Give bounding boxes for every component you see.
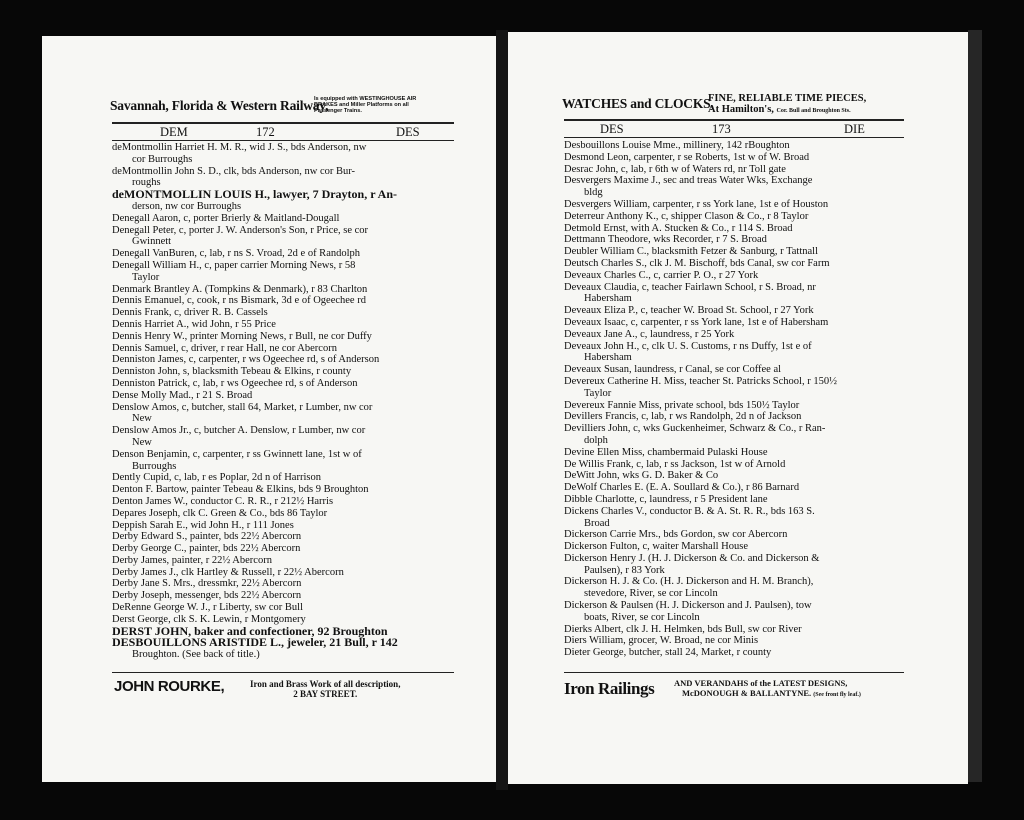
directory-entry: De Willis Frank, c, lab, r ss Jackson, 1st w of Arnold xyxy=(564,458,786,470)
left-header-rule-bottom xyxy=(112,140,454,141)
directory-entry: deMONTMOLLIN LOUIS H., lawyer, 7 Drayton, r An- xyxy=(112,187,398,202)
directory-entry: Broad xyxy=(584,517,610,529)
directory-entry: Devereux Fannie Miss, private school, bds 150½ Taylor xyxy=(564,399,800,411)
left-top-ad-fine-2: BRAKES and Miller Platforms on all xyxy=(314,102,409,109)
directory-entry: Taylor xyxy=(132,271,160,283)
directory-entry: Dently Cupid, c, lab, r es Poplar, 2d n of Harrison xyxy=(112,472,321,484)
directory-entry: Broughton. (See back of title.) xyxy=(132,649,260,661)
directory-entry: Deveaux Eliza P., c, teacher W. Broad St. School, r 27 York xyxy=(564,305,814,317)
directory-entry: Deveaux Charles C., c, carrier P. O., r 27 York xyxy=(564,269,759,281)
directory-entry: Depares Joseph, clk C. Green & Co., bds 86 Taylor xyxy=(112,507,328,519)
directory-entry: Derby George C., painter, bds 22½ Abercorn xyxy=(112,543,301,555)
directory-entry: Gwinnett xyxy=(132,236,172,248)
directory-entry: boats, River, se cor Lincoln xyxy=(584,611,700,623)
left-page xyxy=(42,36,496,782)
directory-entry: Detmold Ernst, with A. Stucken & Co., r 114 S. Broad xyxy=(564,222,793,234)
left-entries xyxy=(112,142,398,661)
directory-entry: Paulsen), r 83 York xyxy=(584,564,665,576)
right-bottom-ad-line1: AND VERANDAHS of the LATEST DESIGNS, xyxy=(674,678,848,688)
left-header-rule-top xyxy=(112,122,454,124)
directory-entry: Dettmann Theodore, wks Recorder, r 7 S. Broad xyxy=(564,234,767,246)
directory-entry: Denton James W., conductor C. R. R., r 212½ Harris xyxy=(112,495,334,507)
left-top-ad-fine-print xyxy=(314,96,416,115)
directory-entry: Denegall Aaron, c, porter Brierly & Maitland-Dougall xyxy=(112,212,340,224)
directory-entry: Burroughs xyxy=(132,460,177,472)
left-bottom-ad-detail xyxy=(250,679,400,699)
directory-entry: Dennis Samuel, c, driver, r rear Hall, ne cor Abercorn xyxy=(112,342,337,354)
directory-entry: Dierks Albert, clk J. H. Helmken, bds Bull, sw cor River xyxy=(564,623,802,635)
directory-entry: Deveaux John H., c, clk U. S. Customs, r ns Duffy, 1st e of xyxy=(564,340,812,352)
directory-entry: Dickens Charles V., conductor B. & A. St. R. R., bds 163 S. xyxy=(564,505,815,517)
right-top-ad-line1: FINE, RELIABLE TIME PIECES, xyxy=(708,93,867,104)
directory-entry: Taylor xyxy=(584,387,612,399)
directory-entry: Denegall William H., c, paper carrier Morning News, r 58 xyxy=(112,259,356,271)
directory-entry: Devereux Catherine H. Miss, teacher St. Patricks School, r 150½ xyxy=(564,375,837,387)
page-edge-shadow xyxy=(968,30,982,782)
left-top-ad-fine-3: Passenger Trains. xyxy=(314,108,362,115)
directory-entry: Dickerson Henry J. (H. J. Dickerson & Co. and Dickerson & xyxy=(564,552,820,564)
directory-entry: Dickerson & Paulsen (H. J. Dickerson and J. Paulsen), tow xyxy=(564,600,812,612)
directory-entry: Desbouillons Louise Mme., millinery, 142 rBoughton xyxy=(564,140,790,151)
directory-entry: derson, nw cor Burroughs xyxy=(132,200,242,212)
directory-entry: Dickerson H. J. & Co. (H. J. Dickerson and H. M. Branch), xyxy=(564,576,814,588)
directory-entry: Denegall Peter, c, porter J. W. Anderson's Son, r Price, se cor xyxy=(112,224,369,236)
right-header-start: DES xyxy=(600,122,624,136)
left-header-start: DEM xyxy=(160,125,188,139)
directory-entry: Diers William, grocer, W. Broad, ne cor Minis xyxy=(564,635,759,647)
directory-entry: Habersham xyxy=(584,352,632,364)
directory-entry: deMontmollin John S. D., clk, bds Anderson, nw cor Bur- xyxy=(112,165,356,177)
directory-entry: DERST JOHN, baker and confectioner, 92 Broughton xyxy=(112,623,388,638)
left-page-number: 172 xyxy=(256,125,275,139)
right-top-ad-line2-small: Cor. Bull and Broughton Sts. xyxy=(776,108,851,114)
right-footer-rule xyxy=(564,672,904,673)
directory-entry: Derst George, clk S. K. Lewin, r Montgomery xyxy=(112,613,306,625)
directory-entry: Denslow Amos Jr., c, butcher A. Denslow, r Lumber, nw cor xyxy=(112,425,366,437)
left-top-advertisement xyxy=(42,94,496,120)
right-bottom-ad-line2-small: (See front fly leaf.) xyxy=(813,692,861,698)
left-top-ad-title: Savannah, Florida & Western Railway, xyxy=(110,98,329,113)
directory-entry: Denton F. Bartow, painter Tebeau & Elkins, bds 9 Broughton xyxy=(112,484,369,496)
directory-entry: Desmond Leon, carpenter, r se Roberts, 1st w of W. Broad xyxy=(564,151,810,163)
directory-entry: Deppish Sarah E., wid John H., r 111 Jones xyxy=(112,519,294,531)
directory-entry: Denslow Amos, c, butcher, stall 64, Market, r Lumber, nw cor xyxy=(112,401,373,413)
directory-entry: Deveaux Jane A., c, laundress, r 25 York xyxy=(564,328,735,340)
directory-entry: New xyxy=(132,436,152,448)
directory-entry: Dennis Henry W., printer Morning News, r Bull, ne cor Duffy xyxy=(112,330,372,342)
right-page-number: 173 xyxy=(712,122,731,136)
right-page xyxy=(508,32,968,784)
directory-entry: Derby Joseph, messenger, bds 22½ Abercorn xyxy=(112,590,302,602)
directory-entry: Derby James J., clk Hartley & Russell, r 22½ Abercorn xyxy=(112,566,344,578)
directory-entry: cor Burroughs xyxy=(132,153,193,165)
directory-entry: stevedore, River, se cor Lincoln xyxy=(584,588,718,600)
directory-entry: Denniston James, c, carpenter, r ws Ogeechee rd, s of Anderson xyxy=(112,354,380,366)
directory-entry: Dennis Emanuel, c, cook, r ns Bismark, 3d e of Ogeechee rd xyxy=(112,295,366,307)
right-header-rule-top xyxy=(564,119,904,121)
right-top-ad-line2: At Hamilton's, xyxy=(708,104,774,115)
book-gutter xyxy=(496,30,508,790)
directory-entry: deMontmollin Harriet H. M. R., wid J. S., bds Anderson, nw xyxy=(112,142,367,153)
directory-entry: roughs xyxy=(132,177,161,189)
directory-entry: Deterreur Anthony K., c, shipper Clason & Co., r 8 Taylor xyxy=(564,210,809,222)
directory-entry: Devine Ellen Miss, chambermaid Pulaski House xyxy=(564,446,768,458)
directory-entry: Derby James, painter, r 22½ Abercorn xyxy=(112,554,272,566)
directory-entry: Denmark Brantley A. (Tompkins & Denmark), r 83 Charlton xyxy=(112,283,368,295)
left-bottom-ad-line1: Iron and Brass Work of all description, xyxy=(250,679,401,689)
directory-entry: Dickerson Carrie Mrs., bds Gordon, sw cor Abercorn xyxy=(564,529,788,541)
directory-entry: Dennis Frank, c, driver R. B. Cassels xyxy=(112,307,268,319)
right-top-ad-title: WATCHES and CLOCKS, xyxy=(562,96,714,111)
right-entries xyxy=(564,140,837,659)
directory-entry: Deubler William C., blacksmith Fetzer & Sanburg, r Tattnall xyxy=(564,246,819,258)
directory-entry: bldg xyxy=(584,187,603,199)
directory-entry: dolph xyxy=(584,434,608,446)
directory-entry: DeWitt John, wks G. D. Baker & Co xyxy=(564,470,719,482)
directory-entry: Derby Jane S. Mrs., dressmkr, 22½ Abercorn xyxy=(112,578,302,590)
right-header-rule-bottom xyxy=(564,137,904,138)
left-top-ad-fine-1: Is equipped with WESTINGHOUSE AIR xyxy=(314,96,417,102)
directory-entry: Dickerson Fulton, c, waiter Marshall House xyxy=(564,541,749,553)
directory-entry: DeRenne George W. J., r Liberty, sw cor Bull xyxy=(112,602,304,614)
right-bottom-ad-line2: McDONOUGH & BALLANTYNE. xyxy=(682,688,812,698)
directory-entry: Desvergers Maxime J., sec and treas Water Wks, Exchange xyxy=(564,175,813,187)
right-bottom-ad-title: Iron Railings xyxy=(564,679,655,698)
directory-entry: Deveaux Isaac, c, carpenter, r ss York lane, 1st e of Habersham xyxy=(564,316,829,328)
directory-entry: Deveaux Susan, laundress, r Canal, se cor Coffee al xyxy=(564,364,782,376)
left-footer-rule xyxy=(112,672,454,673)
left-bottom-ad-line2: 2 BAY STREET. xyxy=(293,689,358,699)
left-header-end: DES xyxy=(396,125,420,139)
directory-entry: Denniston John, s, blacksmith Tebeau & Elkins, r county xyxy=(112,366,352,378)
directory-entry: Devilliers John, c, wks Guckenheimer, Schwarz & Co., r Ran- xyxy=(564,423,826,435)
directory-entry: Dieter George, butcher, stall 24, Market, r county xyxy=(564,647,772,659)
left-bottom-ad-title: JOHN ROURKE, xyxy=(114,678,225,695)
directory-entry: Devillers Francis, c, lab, r ws Randolph, 2d n of Jackson xyxy=(564,411,802,423)
directory-entry: Dibble Charlotte, c, laundress, r 5 President lane xyxy=(564,493,768,505)
directory-entry: Desvergers William, carpenter, r ss York lane, 1st e of Houston xyxy=(564,198,829,210)
directory-entry: Derby Edward S., painter, bds 22½ Abercorn xyxy=(112,531,302,543)
directory-entry: New xyxy=(132,413,152,425)
directory-entry: Deutsch Charles S., clk J. M. Bischoff, bds Canal, sw cor Farm xyxy=(564,257,830,269)
directory-entry: Denegall VanBuren, c, lab, r ns S. Vroad, 2d e of Randolph xyxy=(112,248,361,260)
right-bottom-ad-detail xyxy=(674,678,861,700)
directory-entry: Denniston Patrick, c, lab, r ws Ogeechee rd, s of Anderson xyxy=(112,377,358,389)
directory-entry: Dennis Harriet A., wid John, r 55 Price xyxy=(112,318,276,330)
right-top-advertisement xyxy=(508,92,968,118)
directory-entry: Habersham xyxy=(584,293,632,305)
right-top-ad-detail xyxy=(708,93,866,117)
directory-entry: Dense Molly Mad., r 21 S. Broad xyxy=(112,389,253,401)
directory-entry: Denson Benjamin, c, carpenter, r ss Gwinnett lane, 1st w of xyxy=(112,448,362,460)
directory-entry: DeWolf Charles E. (E. A. Soullard & Co.), r 86 Barnard xyxy=(564,482,800,494)
directory-entry: DESBOUILLONS ARISTIDE L., jeweler, 21 Bull, r 142 xyxy=(112,635,398,650)
directory-entry: Desrac John, c, lab, r 6th w of Waters rd, nr Toll gate xyxy=(564,163,786,175)
directory-entry: Deveaux Claudia, c, teacher Fairlawn School, r S. Broad, nr xyxy=(564,281,816,293)
right-header-end: DIE xyxy=(844,122,865,136)
